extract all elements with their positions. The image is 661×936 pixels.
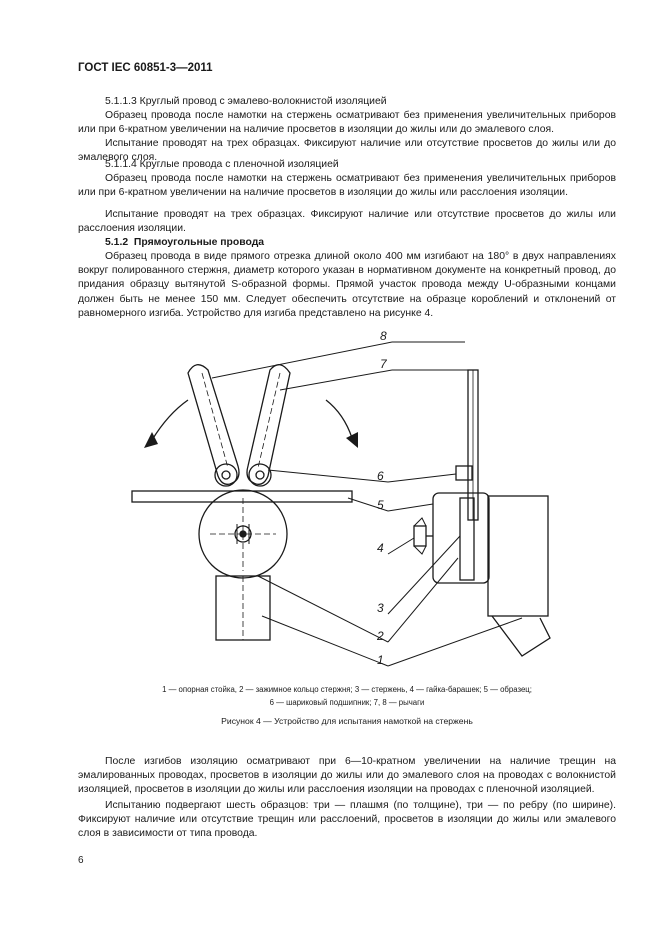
figure-legend-line-2: 6 — шариковый подшипник; 7, 8 — рычаги (269, 698, 425, 707)
figure-4-diagram (130, 328, 570, 673)
label-7: 7 (380, 357, 387, 371)
section-number: 5.1.2 (105, 237, 129, 248)
section-title-5-1-1-3: 5.1.1.3 Круглый провод с эмалево-волокнистой изоляцией (105, 96, 387, 107)
label-2: 2 (377, 629, 384, 643)
lever-left-shape (188, 365, 239, 485)
paragraph: Испытание проводят на трех образцах. Фиксируют наличие или отсутствие просветов до жилы или до эмалевого слоя. (78, 138, 616, 164)
page-number: 6 (78, 855, 84, 866)
paragraph: После изгибов изоляцию осматривают при 6—10-кратном увеличении на наличие трещин на эмалированных проводах, просветов в изоляции до жилы или до эмалевого слоя на проводах с волокнистой изоляцией, просветов в изоляции до жилы или расслоения изоляции на проводах с пленочной изоляцией. (78, 756, 616, 796)
section-heading: Прямоугольные провода (133, 237, 265, 248)
label-6: 6 (377, 469, 384, 483)
figure-caption: Рисунок 4 — Устройство для испытания намоткой на стержень (221, 716, 473, 726)
paragraph: Образец провода в виде прямого отрезка длиной около 400 мм изгибают на 180° в двух направлениях вокруг полированного стержня, диаметр которого указан в нормативном документе на конкретный провод, до придания образцу вытянутой S-образной формы. Прямой участок провода между U-образными концами должен быть не менее 150 мм. Следует обеспечить отсутствие на образце короблений и отклонений от равномерного изгиба. Устройство для изгиба представлено на рисунке 4. (78, 251, 616, 319)
section-title-5-1-2 (105, 236, 264, 250)
support-base-shape (492, 616, 550, 656)
label-4: 4 (377, 541, 384, 555)
label-1: 1 (377, 653, 384, 667)
document-header: ГОСТ IEC 60851-3—2011 (78, 62, 213, 74)
label-3: 3 (377, 601, 384, 615)
paragraph: Образец провода после намотки на стержень осматривают без применения увеличительных приборов или при 6-кратном увеличении на наличие просветов в изоляции до жилы или до эмалевого слоя. (78, 110, 616, 136)
specimen-shape (132, 491, 352, 502)
figure-legend-line-1: 1 — опорная стойка, 2 — зажимное кольцо стержня; 3 — стержень, 4 — гайка-барашек; 5 — образец; (162, 685, 532, 694)
paragraph: Образец провода после намотки на стержень осматривают без применения увеличительных приборов или при 6-кратном увеличении на наличие просветов в изоляции до жилы или расслоения изоляции. (78, 173, 616, 199)
label-8: 8 (380, 329, 387, 343)
paragraph: Испытанию подвергают шесть образцов: три — плашмя (по толщине), три — по ребру (по ширине). Фиксируют наличие или отсутствие трещин или расслоений, просветов в изоляции до жилы или эмалевого слоя в зависимости от типа провода. (78, 800, 616, 840)
section-title-5-1-1-4: 5.1.1.4 Круглые провода с пленочной изоляцией (105, 159, 339, 170)
right-support-body (433, 493, 489, 583)
paragraph: Испытание проводят на трех образцах. Фиксируют наличие или отсутствие просветов до жилы или расслоения изоляции. (78, 209, 616, 235)
label-5: 5 (377, 498, 384, 512)
